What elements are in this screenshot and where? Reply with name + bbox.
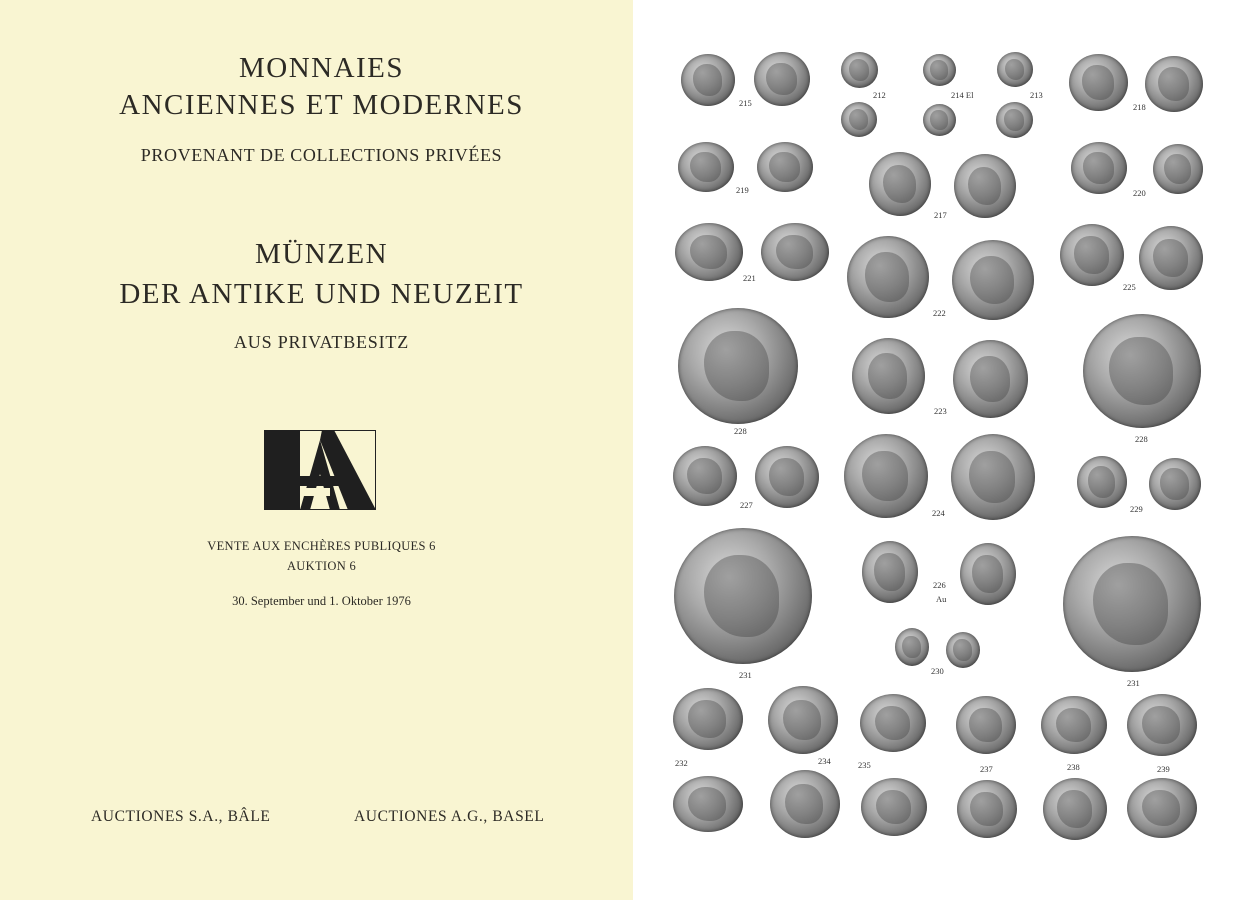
lot-number: 218: [1133, 102, 1146, 112]
coin-image: [768, 686, 838, 754]
coin-image: [675, 223, 743, 281]
lot-number: 217: [934, 210, 947, 220]
lot-number: 212: [873, 90, 886, 100]
coin-image: [869, 152, 931, 216]
publisher-de: AUCTIONES A.G., BASEL: [354, 808, 545, 825]
lot-number: 228: [734, 426, 747, 436]
lot-number: 239: [1157, 764, 1170, 774]
coin-image: [946, 632, 980, 668]
coin-image: [1041, 696, 1107, 754]
coin-image: [678, 308, 798, 424]
lot-number: 220: [1133, 188, 1146, 198]
coin-image: [755, 446, 819, 508]
coin-image: [861, 778, 927, 836]
coin-image: [673, 446, 737, 506]
coin-image: [847, 236, 929, 318]
lot-number: 238: [1067, 762, 1080, 772]
lot-number: 222: [933, 308, 946, 318]
coin-image: [678, 142, 734, 192]
coin-image: [1149, 458, 1201, 510]
coin-image: [895, 628, 929, 666]
sale-de: AUKTION 6: [286, 559, 356, 573]
coin-image: [1077, 456, 1127, 508]
lot-number: 223: [934, 406, 947, 416]
lot-number: 226: [933, 580, 946, 590]
coin-image: [844, 434, 928, 518]
coin-image: [1063, 536, 1201, 672]
coin-image: [951, 434, 1035, 520]
lot-number: 234: [818, 756, 831, 766]
lot-number: 231: [1127, 678, 1140, 688]
sale-fr: VENTE AUX ENCHÈRES PUBLIQUES 6: [207, 539, 436, 553]
lot-number: 229: [1130, 504, 1143, 514]
title-fr-line2: ANCIENNES ET MODERNES: [119, 89, 524, 121]
coin-image: [770, 770, 840, 838]
lot-number: 227: [740, 500, 753, 510]
coin-image: [996, 102, 1033, 138]
coin-image: [997, 52, 1033, 87]
coin-image: [1083, 314, 1201, 428]
coin-image: [1060, 224, 1124, 286]
title-fr-line1: MONNAIES: [238, 52, 405, 84]
lot-number: 224: [932, 508, 945, 518]
coin-image: [957, 780, 1017, 838]
coin-image: [1071, 142, 1127, 194]
coin-plate: [633, 0, 1236, 900]
lot-number: 221: [743, 273, 756, 283]
metal-note: Au: [936, 594, 947, 604]
coin-image: [1127, 778, 1197, 838]
lot-number: 214 El: [951, 90, 974, 100]
coin-image: [852, 338, 925, 414]
lot-number: 219: [736, 185, 749, 195]
coin-image: [954, 154, 1016, 218]
coin-image: [757, 142, 813, 192]
lot-number: 231: [739, 670, 752, 680]
coin-image: [862, 541, 918, 603]
publisher-fr: AUCTIONES S.A., BÂLE: [91, 808, 271, 825]
coin-image: [761, 223, 829, 281]
coin-image: [860, 694, 926, 752]
coin-image: [923, 54, 956, 86]
coin-image: [674, 528, 812, 664]
lot-number: 230: [931, 666, 944, 676]
lot-number: 213: [1030, 90, 1043, 100]
coin-image: [1139, 226, 1203, 290]
coin-image: [956, 696, 1016, 754]
coin-image: [841, 102, 877, 137]
lot-number: 235: [858, 760, 871, 770]
coin-image: [681, 54, 735, 106]
title-de-line1: MÜNZEN: [254, 238, 389, 270]
coin-image: [952, 240, 1034, 320]
coin-image: [1153, 144, 1203, 194]
title-de-line2: DER ANTIKE UND NEUZEIT: [119, 278, 524, 310]
lot-number: 225: [1123, 282, 1136, 292]
lot-number: 215: [739, 98, 752, 108]
coin-image: [960, 543, 1016, 605]
coin-image: [1043, 778, 1107, 840]
lot-number: 237: [980, 764, 993, 774]
subtitle-fr: PROVENANT DE COLLECTIONS PRIVÉES: [140, 145, 503, 165]
lot-number: 228: [1135, 434, 1148, 444]
coin-image: [673, 688, 743, 750]
coin-image: [841, 52, 878, 88]
coin-image: [1069, 54, 1128, 111]
coin-image: [754, 52, 810, 106]
coin-image: [1127, 694, 1197, 756]
subtitle-de: AUS PRIVATBESITZ: [234, 332, 409, 352]
coin-image: [923, 104, 956, 136]
coin-image: [673, 776, 743, 832]
lot-number: 232: [675, 758, 688, 768]
coin-image: [953, 340, 1028, 418]
coin-image: [1145, 56, 1203, 112]
auction-dates: 30. September und 1. Oktober 1976: [232, 594, 411, 608]
auctiones-logo: [264, 430, 376, 510]
